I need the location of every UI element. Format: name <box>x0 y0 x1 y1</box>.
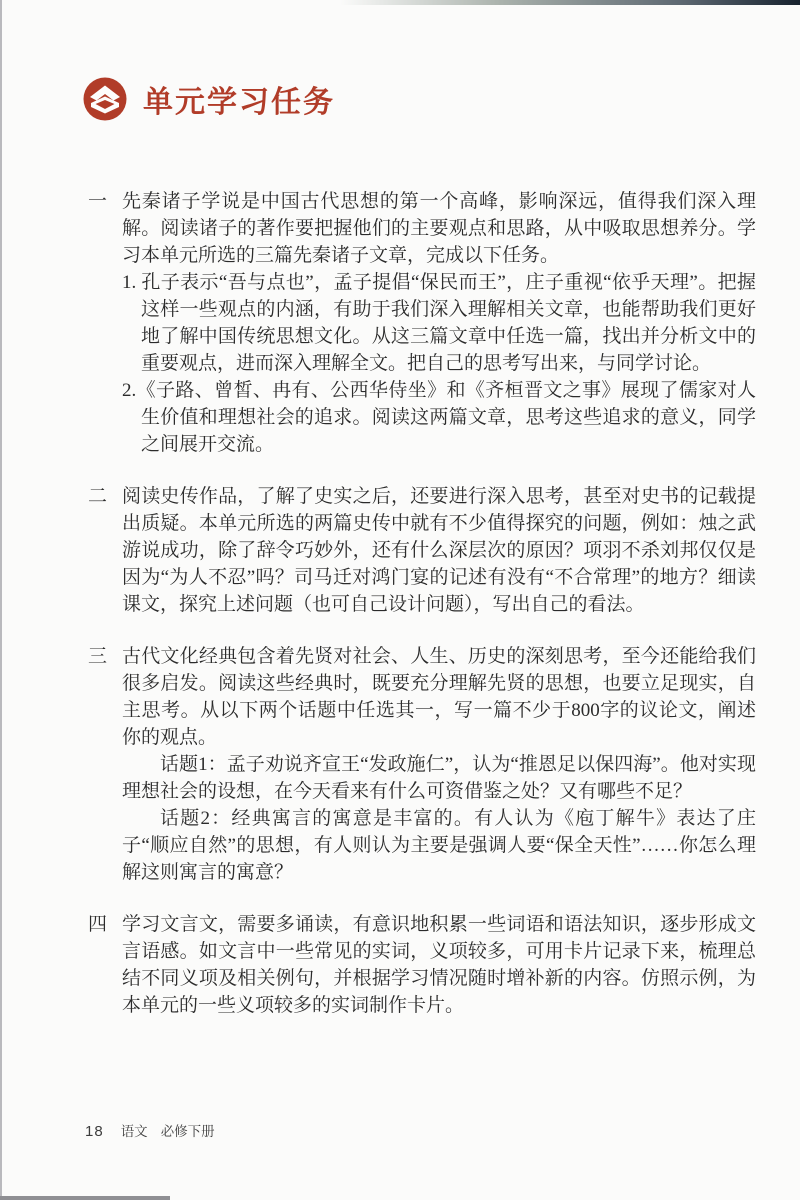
section-intro: 学习文言文，需要多诵读，有意识地积累一些词语和语法知识，逐步形成文言语感。如文言中一些常见的实词，义项较多，可用卡片记录下来，梳理总结不同义项及相关例句，并根据学习情况随时增补新的内容。仿照示例，为本单元的一些义项较多的实词制作卡片。 <box>122 914 756 1016</box>
scan-edge-top-right <box>340 0 800 5</box>
topic-paragraph <box>122 805 756 886</box>
topic-label: 话题1： <box>160 754 227 775</box>
item-text: 孔子表示“吾与点也”，孟子提倡“保民而王”，庄子重视“依乎天理”。把握这样一些观点的内涵，有助于我们深入理解相关文章，也能帮助我们更好地了解中国传统思想文化。从这三篇文章中任选一篇，找出并分析文中的重要观点，进而深入理解全文。把自己的思考写出来，与同学讨论。 <box>141 272 756 374</box>
topic-text: 经典寓言的寓意是丰富的。有人认为《庖丁解牛》表达了庄子“顺应自然”的思想，有人则认为主要是强调人要“保全天性”……你怎么理解这则寓言的寓意？ <box>122 808 756 883</box>
section-body <box>122 188 756 458</box>
task-item <box>122 269 756 377</box>
topic-text: 孟子劝说齐宣王“发政施仁”，认为“推恩足以保四海”。他对实现理想社会的设想，在今天看来有什么可资借鉴之处？又有哪些不足？ <box>122 754 756 802</box>
topic-paragraph <box>122 751 756 805</box>
section-intro: 阅读史传作品，了解了史实之后，还要进行深入思考，甚至对史书的记载提出质疑。本单元所选的两篇史传中就有不少值得探究的问题，例如：烛之武游说成功，除了辞令巧妙外，还有什么深层次的原因？项羽不杀刘邦仅仅是因为“为人不忍”吗？司马迁对鸿门宴的记述有没有“不合常理”的地方？细读课文，探究上述问题（也可自己设计问题），写出自己的看法。 <box>122 486 756 615</box>
item-text: 《子路、曾皙、冉有、公西华侍坐》和《齐桓晋文之事》展现了儒家对人生价值和理想社会的追求。阅读这两篇文章，思考这些追求的意义，同学之间展开交流。 <box>136 380 756 455</box>
unit-task-header <box>82 76 335 122</box>
scan-edge-left <box>0 0 2 1200</box>
book-subject: 语文 <box>120 1124 148 1139</box>
page-number: 18 <box>85 1123 104 1140</box>
section-number: 四 <box>88 914 108 935</box>
section-body <box>122 643 756 886</box>
item-marker: 2. <box>122 380 137 401</box>
section-intro: 古代文化经典包含着先贤对社会、人生、历史的深刻思考，至今还能给我们很多启发。阅读这些经典时，既要充分理解先贤的思想，也要立足现实，自主思考。从以下两个话题中任选其一，写一篇不少于800字的议论文，阐述你的观点。 <box>122 646 756 748</box>
page-footer <box>85 1120 215 1140</box>
task-section-3 <box>88 643 756 886</box>
task-section-1 <box>88 188 756 458</box>
task-section-4 <box>88 911 756 1019</box>
section-body <box>122 483 756 618</box>
item-marker: 1. <box>122 272 142 293</box>
section-number: 二 <box>88 486 108 507</box>
task-list <box>88 188 756 1044</box>
page-title: 单元学习任务 <box>143 86 335 119</box>
section-number: 三 <box>88 646 108 667</box>
open-book-badge-icon <box>82 76 128 122</box>
section-number: 一 <box>88 191 108 212</box>
task-item <box>122 377 756 458</box>
task-section-2 <box>88 483 756 618</box>
section-body <box>122 911 756 1019</box>
scan-edge-bottom-left <box>0 1196 170 1200</box>
topic-label: 话题2： <box>160 808 232 829</box>
book-volume: 必修下册 <box>160 1124 215 1139</box>
section-intro: 先秦诸子学说是中国古代思想的第一个高峰，影响深远，值得我们深入理解。阅读诸子的著作要把握他们的主要观点和思路，从中吸取思想养分。学习本单元所选的三篇先秦诸子文章，完成以下任务。 <box>122 191 756 266</box>
